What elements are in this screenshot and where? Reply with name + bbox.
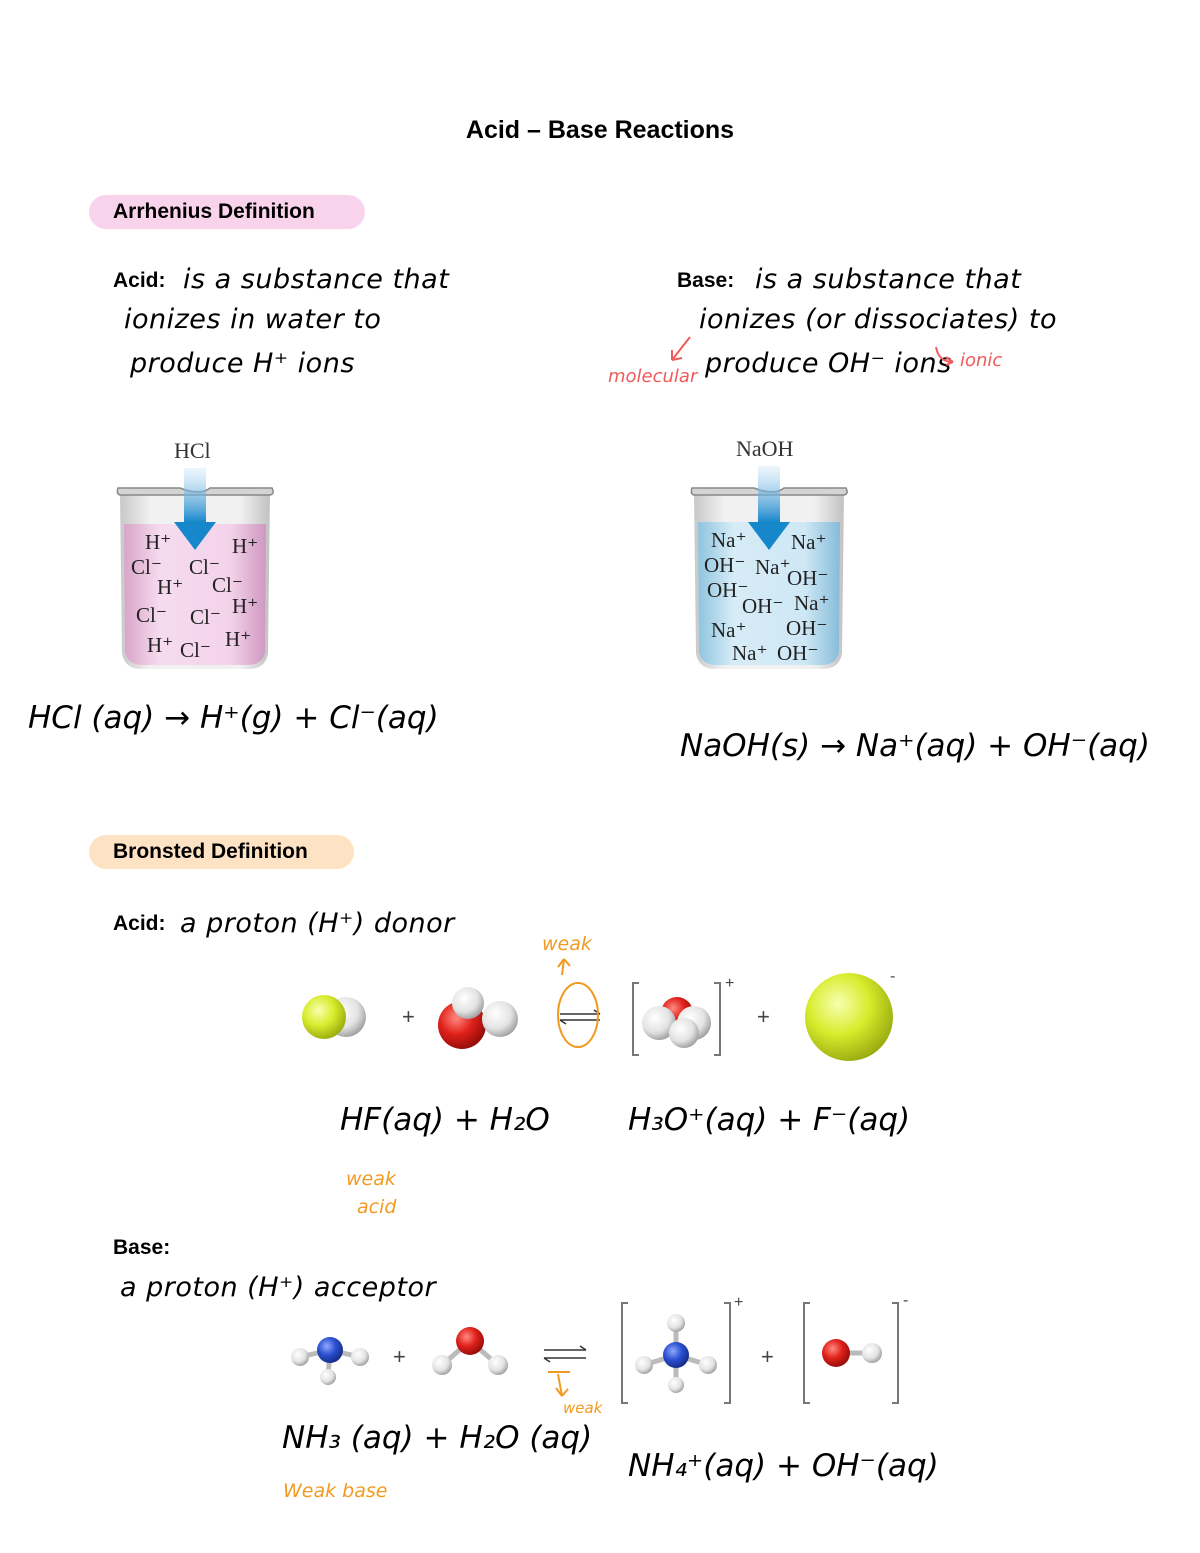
plus-sign: + <box>402 1004 415 1029</box>
arrhenius-base-label: Base: <box>677 269 735 292</box>
bronsted-acid-eq-right: H₃O⁺(aq) + F⁻(aq) <box>628 1102 911 1138</box>
hcl-ion: H⁺ <box>145 530 172 554</box>
naoh-ion: OH⁻ <box>787 566 829 590</box>
bronsted-acid-label: Acid: <box>113 912 166 935</box>
naoh-ion: OH⁻ <box>704 553 746 577</box>
arrhenius-base-line-3: produce OH⁻ ions <box>705 348 952 379</box>
bronsted-base-eq-left: NH₃ (aq) + H₂O (aq) <box>282 1420 593 1456</box>
molecular-arrow-icon <box>668 334 694 364</box>
note-ionic: ionic <box>960 350 1003 371</box>
naoh-ion: Na⁺ <box>711 618 747 642</box>
hcl-ion: H⁺ <box>232 594 259 618</box>
arrhenius-acid-line-1: is a substance that <box>183 264 450 295</box>
hcl-beaker-label: HCl <box>174 438 211 463</box>
naoh-ion: OH⁻ <box>742 594 784 618</box>
hcl-ion: Cl⁻ <box>212 573 243 597</box>
hydroxide-charge: - <box>903 1292 909 1309</box>
ammonium-charge: + <box>734 1294 744 1311</box>
hcl-ion: Cl⁻ <box>136 603 167 627</box>
naoh-ion: Na⁺ <box>711 528 747 552</box>
arrhenius-base-line-2: ionizes (or dissociates) to <box>699 304 1057 335</box>
arrhenius-acid-line-2: ionizes in water to <box>124 304 382 335</box>
page-title: Acid – Base Reactions <box>465 116 735 144</box>
bronsted-acid-text: a proton (H⁺) donor <box>180 908 455 939</box>
hcl-ion: H⁺ <box>157 575 184 599</box>
bronsted-base-text: a proton (H⁺) acceptor <box>120 1272 437 1303</box>
naoh-ion: OH⁻ <box>786 616 828 640</box>
note-weak-acid-1: weak <box>346 1168 396 1190</box>
naoh-ion: Na⁺ <box>732 641 768 665</box>
note-weak-arrow: weak <box>563 1399 603 1417</box>
bronsted-acid-eq-left: HF(aq) + H₂O <box>340 1102 550 1138</box>
hcl-ion: Cl⁻ <box>189 555 220 579</box>
bronsted-base-eq-right: NH₄⁺(aq) + OH⁻(aq) <box>628 1448 939 1484</box>
hcl-ion: H⁺ <box>147 633 174 657</box>
plus-sign: + <box>757 1004 770 1029</box>
arrhenius-acid-label: Acid: <box>113 269 166 292</box>
naoh-ion: Na⁺ <box>794 591 830 615</box>
naoh-ion: OH⁻ <box>707 578 749 602</box>
arrhenius-heading: Arrhenius Definition <box>89 195 365 229</box>
hcl-ion: Cl⁻ <box>131 555 162 579</box>
hcl-ion: Cl⁻ <box>180 638 211 662</box>
arrhenius-base-equation: NaOH(s) → Na⁺(aq) + OH⁻(aq) <box>680 728 1150 764</box>
note-weak-acid-2: acid <box>357 1196 397 1218</box>
fluoride-charge: - <box>890 968 896 985</box>
arrhenius-base-line-1: is a substance that <box>755 264 1022 295</box>
arrhenius-acid-line-3: produce H⁺ ions <box>130 348 355 379</box>
plus-sign: + <box>761 1344 774 1369</box>
bronsted-heading: Bronsted Definition <box>89 835 354 869</box>
plus-sign: + <box>393 1344 406 1369</box>
nh3-reaction-models <box>284 1295 924 1410</box>
naoh-ion: Na⁺ <box>755 555 791 579</box>
naoh-beaker-label: NaOH <box>736 436 794 461</box>
bronsted-base-label: Base: <box>113 1236 171 1259</box>
weak-circle-icon <box>550 955 610 1055</box>
hcl-ion: H⁺ <box>225 627 252 651</box>
naoh-ion: Na⁺ <box>791 530 827 554</box>
note-molecular: molecular <box>608 366 698 387</box>
hcl-ion: H⁺ <box>232 534 259 558</box>
note-weak: weak <box>542 933 592 955</box>
hydronium-charge: + <box>725 975 735 992</box>
naoh-ion: OH⁻ <box>777 641 819 665</box>
hcl-ion: Cl⁻ <box>190 605 221 629</box>
arrhenius-acid-equation: HCl (aq) → H⁺(g) + Cl⁻(aq) <box>28 700 439 736</box>
note-weak-base: Weak base <box>283 1480 388 1502</box>
ionic-arrow-icon <box>932 344 956 368</box>
